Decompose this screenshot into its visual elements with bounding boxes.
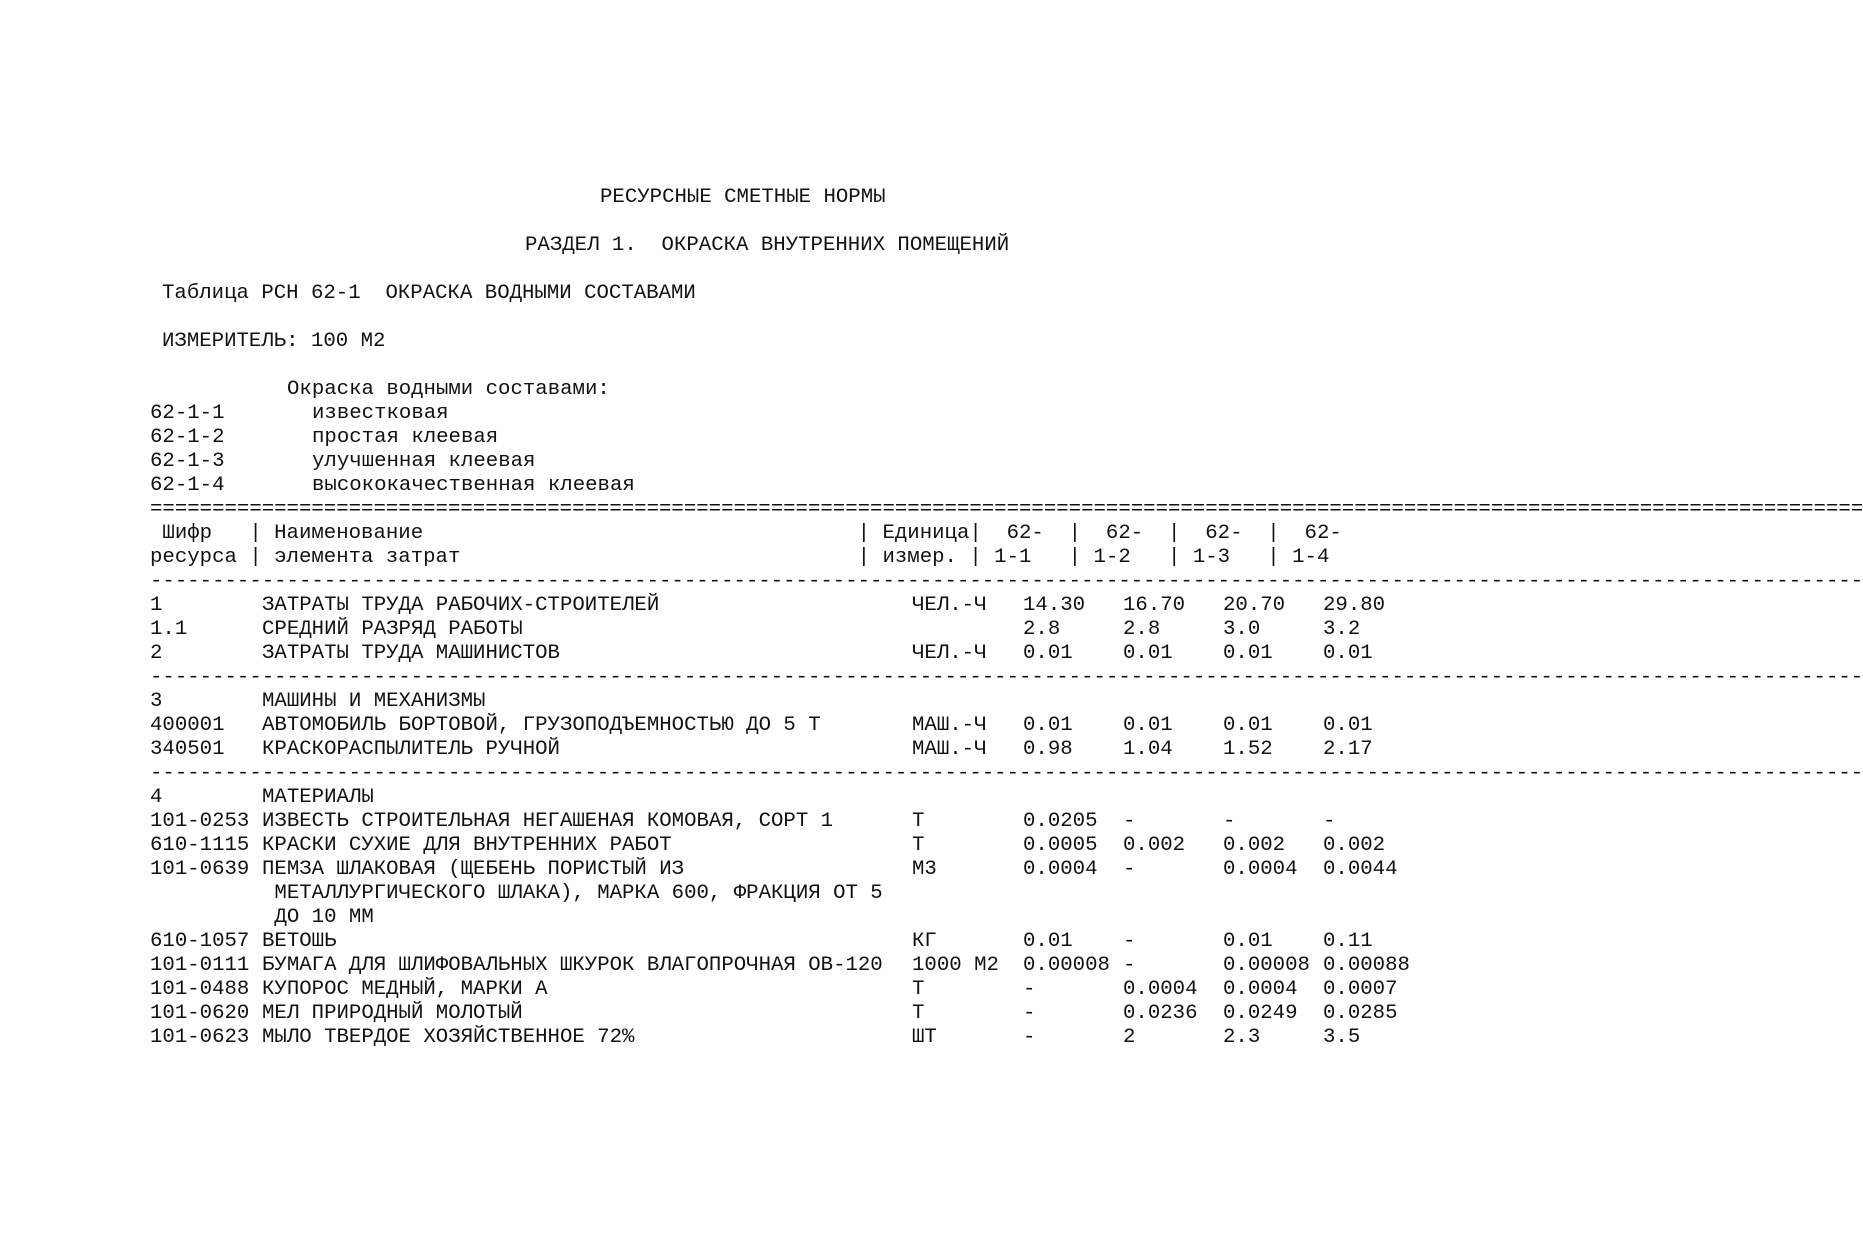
value-62-1-1: - <box>1023 978 1036 1001</box>
resource-code: 400001 <box>150 714 225 737</box>
resource-code: 3 <box>150 690 163 713</box>
value-62-1-3: 0.01 <box>1223 642 1273 665</box>
work-name: высококачественная клеевая <box>312 474 635 497</box>
table-header-line-2: ресурса | элемента затрат | измер. | 1-1 | 1-2 | 1-3 | 1-4 <box>150 546 1330 569</box>
double-rule: ========================================================================================================================================== <box>150 498 1863 521</box>
resource-unit: МАШ.-Ч <box>912 714 987 737</box>
value-62-1-2: 1.04 <box>1123 738 1173 761</box>
value-62-1-1: - <box>1023 1002 1036 1025</box>
value-62-1-1: 14.30 <box>1023 594 1086 617</box>
value-62-1-4: 0.0007 <box>1323 978 1398 1001</box>
value-62-1-2: 0.0236 <box>1123 1002 1198 1025</box>
resource-code: 101-0253 <box>150 810 250 833</box>
resource-unit: 1000 М2 <box>912 954 999 977</box>
single-rule: ------------------------------------------------------------------------------------------------------------------------------------------ <box>150 570 1863 593</box>
value-62-1-2: 0.01 <box>1123 714 1173 737</box>
work-code: 62-1-4 <box>150 474 225 497</box>
resource-unit: Т <box>912 1002 925 1025</box>
value-62-1-1: 0.98 <box>1023 738 1073 761</box>
value-62-1-1: 0.00008 <box>1023 954 1110 977</box>
value-62-1-3: 0.01 <box>1223 714 1273 737</box>
value-62-1-4: 0.01 <box>1323 642 1373 665</box>
resource-code: 4 <box>150 786 163 809</box>
section-heading: РАЗДЕЛ 1. ОКРАСКА ВНУТРЕННИХ ПОМЕЩЕНИЙ <box>525 234 1010 257</box>
table-row <box>150 1002 1412 1026</box>
resource-unit: Т <box>912 810 925 833</box>
value-62-1-1: - <box>1023 1026 1036 1049</box>
value-62-1-3: 3.0 <box>1223 618 1261 641</box>
works-heading: Окраска водными составами: <box>287 378 610 401</box>
resource-name: ЗАТРАТЫ ТРУДА РАБОЧИХ-СТРОИТЕЛЕЙ <box>262 594 660 617</box>
value-62-1-3: 2.3 <box>1223 1026 1261 1049</box>
value-62-1-4: 0.11 <box>1323 930 1373 953</box>
value-62-1-3: 20.70 <box>1223 594 1286 617</box>
resource-name: ИЗВЕСТЬ СТРОИТЕЛЬНАЯ НЕГАШЕНАЯ КОМОВАЯ, СОРТ 1 <box>262 810 834 833</box>
resource-name: АВТОМОБИЛЬ БОРТОВОЙ, ГРУЗОПОДЪЕМНОСТЬЮ ДО 5 Т <box>262 714 821 737</box>
value-62-1-1: 0.0005 <box>1023 834 1098 857</box>
value-62-1-4: 2.17 <box>1323 738 1373 761</box>
table-row <box>150 738 1412 762</box>
resource-unit: ЧЕЛ.-Ч <box>912 594 987 617</box>
table-row <box>150 690 1412 714</box>
work-code: 62-1-1 <box>150 402 225 425</box>
value-62-1-2: 0.0004 <box>1123 978 1198 1001</box>
value-62-1-2: 0.002 <box>1123 834 1186 857</box>
resource-name: ПЕМЗА ШЛАКОВАЯ (ЩЕБЕНЬ ПОРИСТЫЙ ИЗ <box>262 858 685 881</box>
resource-unit: КГ <box>912 930 937 953</box>
value-62-1-2: 0.01 <box>1123 642 1173 665</box>
table-row <box>150 642 1412 666</box>
work-item <box>150 426 750 450</box>
value-62-1-2: - <box>1123 810 1136 833</box>
table-title: Таблица РСН 62-1 ОКРАСКА ВОДНЫМИ СОСТАВАМИ <box>162 282 696 305</box>
resource-name: МЫЛО ТВЕРДОЕ ХОЗЯЙСТВЕННОЕ 72% <box>262 1026 635 1049</box>
value-62-1-4: 0.0044 <box>1323 858 1398 881</box>
value-62-1-2: - <box>1123 930 1136 953</box>
value-62-1-2: - <box>1123 954 1136 977</box>
resource-name: МАШИНЫ И МЕХАНИЗМЫ <box>262 690 486 713</box>
work-name: улучшенная клеевая <box>312 450 536 473</box>
resource-name: ДО 10 ММ <box>262 906 374 929</box>
resource-name: МЕЛ ПРИРОДНЫЙ МОЛОТЫЙ <box>262 1002 523 1025</box>
resource-code: 610-1115 <box>150 834 250 857</box>
resource-code: 101-0620 <box>150 1002 250 1025</box>
resource-name: ВЕТОШЬ <box>262 930 337 953</box>
resource-code: 2 <box>150 642 163 665</box>
resource-name: ЗАТРАТЫ ТРУДА МАШИНИСТОВ <box>262 642 560 665</box>
table-row <box>150 906 1412 930</box>
resource-unit: Т <box>912 978 925 1001</box>
work-item <box>150 474 750 498</box>
table-row <box>150 930 1412 954</box>
resource-name: МЕТАЛЛУРГИЧЕСКОГО ШЛАКА), МАРКА 600, ФРАКЦИЯ ОТ 5 <box>262 882 883 905</box>
resource-code: 101-0488 <box>150 978 250 1001</box>
value-62-1-1: 0.01 <box>1023 642 1073 665</box>
resource-code: 610-1057 <box>150 930 250 953</box>
resource-name: БУМАГА ДЛЯ ШЛИФОВАЛЬНЫХ ШКУРОК ВЛАГОПРОЧНАЯ ОВ-120 <box>262 954 883 977</box>
resource-name: КУПОРОС МЕДНЫЙ, МАРКИ А <box>262 978 548 1001</box>
single-rule: ------------------------------------------------------------------------------------------------------------------------------------------ <box>150 666 1863 689</box>
value-62-1-3: 0.0004 <box>1223 978 1298 1001</box>
value-62-1-2: 2 <box>1123 1026 1136 1049</box>
table-row <box>150 954 1412 978</box>
table-row <box>150 810 1412 834</box>
resource-code: 101-0623 <box>150 1026 250 1049</box>
work-item <box>150 402 750 426</box>
value-62-1-3: 0.002 <box>1223 834 1286 857</box>
value-62-1-3: 1.52 <box>1223 738 1273 761</box>
single-rule: ------------------------------------------------------------------------------------------------------------------------------------------ <box>150 762 1863 785</box>
resource-name: КРАСКИ СУХИЕ ДЛЯ ВНУТРЕННИХ РАБОТ <box>262 834 672 857</box>
value-62-1-3: 0.01 <box>1223 930 1273 953</box>
work-name: известковая <box>312 402 449 425</box>
table-row <box>150 618 1412 642</box>
resource-unit: ЧЕЛ.-Ч <box>912 642 987 665</box>
table-row <box>150 882 1412 906</box>
value-62-1-4: 3.5 <box>1323 1026 1361 1049</box>
table-row <box>150 786 1412 810</box>
table-row <box>150 834 1412 858</box>
resource-unit: МАШ.-Ч <box>912 738 987 761</box>
value-62-1-2: 16.70 <box>1123 594 1186 617</box>
table-header-line-1: Шифр | Наименование | Единица| 62- | 62- | 62- | 62- <box>150 522 1342 545</box>
table-row <box>150 978 1412 1002</box>
resource-name: МАТЕРИАЛЫ <box>262 786 374 809</box>
value-62-1-2: - <box>1123 858 1136 881</box>
resource-code: 1.1 <box>150 618 188 641</box>
table-row <box>150 714 1412 738</box>
value-62-1-4: 0.0285 <box>1323 1002 1398 1025</box>
work-code: 62-1-2 <box>150 426 225 449</box>
table-row <box>150 858 1412 882</box>
table-row <box>150 594 1412 618</box>
value-62-1-3: 0.00008 <box>1223 954 1310 977</box>
resource-code: 101-0111 <box>150 954 250 977</box>
document-title: РЕСУРСНЫЕ СМЕТНЫЕ НОРМЫ <box>600 186 886 209</box>
value-62-1-3: 0.0249 <box>1223 1002 1298 1025</box>
value-62-1-3: 0.0004 <box>1223 858 1298 881</box>
resource-name: КРАСКОРАСПЫЛИТЕЛЬ РУЧНОЙ <box>262 738 560 761</box>
value-62-1-4: 0.01 <box>1323 714 1373 737</box>
value-62-1-1: 0.01 <box>1023 930 1073 953</box>
work-item <box>150 450 750 474</box>
resource-code: 101-0639 <box>150 858 250 881</box>
measure-unit: ИЗМЕРИТЕЛЬ: 100 М2 <box>162 330 386 353</box>
value-62-1-2: 2.8 <box>1123 618 1161 641</box>
value-62-1-4: 0.002 <box>1323 834 1386 857</box>
value-62-1-4: 3.2 <box>1323 618 1361 641</box>
value-62-1-3: - <box>1223 810 1236 833</box>
resource-unit: М3 <box>912 858 937 881</box>
work-name: простая клеевая <box>312 426 499 449</box>
table-row <box>150 1026 1412 1050</box>
resource-code: 340501 <box>150 738 225 761</box>
value-62-1-1: 0.01 <box>1023 714 1073 737</box>
resource-unit: Т <box>912 834 925 857</box>
resource-code: 1 <box>150 594 163 617</box>
value-62-1-1: 0.0004 <box>1023 858 1098 881</box>
value-62-1-1: 2.8 <box>1023 618 1061 641</box>
value-62-1-4: - <box>1323 810 1336 833</box>
resource-unit: ШТ <box>912 1026 937 1049</box>
value-62-1-4: 29.80 <box>1323 594 1386 617</box>
resource-name: СРЕДНИЙ РАЗРЯД РАБОТЫ <box>262 618 523 641</box>
value-62-1-4: 0.00088 <box>1323 954 1410 977</box>
work-code: 62-1-3 <box>150 450 225 473</box>
value-62-1-1: 0.0205 <box>1023 810 1098 833</box>
